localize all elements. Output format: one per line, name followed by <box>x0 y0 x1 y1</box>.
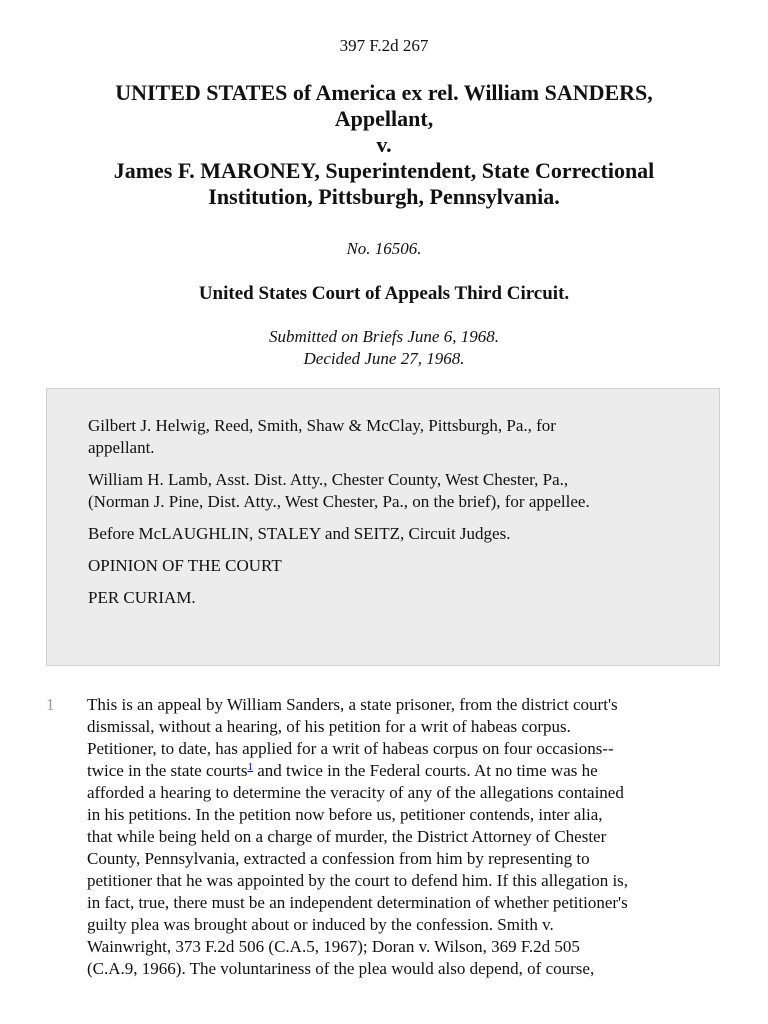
paragraph-line: petitioner that he was appointed by the court to defend him. If this allegation is, <box>87 871 629 890</box>
footnote-link[interactable]: 1 <box>247 761 254 773</box>
paragraph-line: in his petitions. In the petition now before us, petitioner contends, inter alia, <box>87 805 603 824</box>
appellant-counsel-line-2: appellant. <box>88 438 155 457</box>
per-curiam: PER CURIAM. <box>88 588 196 607</box>
paragraph-text <box>87 694 726 980</box>
submitted-date: Submitted on Briefs June 6, 1968. <box>269 327 499 346</box>
caption-line-2: Appellant, <box>334 106 434 131</box>
case-caption <box>0 80 768 210</box>
paragraph-line: in fact, true, there must be an independent determination of whether petitioner's <box>87 893 628 912</box>
paragraph-line: Wainwright, 373 F.2d 506 (C.A.5, 1967); Doran v. Wilson, 369 F.2d 505 <box>87 937 580 956</box>
paragraph-line: that while being held on a charge of murder, the District Attorney of Chester <box>87 827 607 846</box>
paragraph-line: guilty plea was brought about or induced by the confession. Smith v. <box>87 915 554 934</box>
paragraph-line: County, Pennsylvania, extracted a confession from him by representing to <box>87 849 590 868</box>
caption-line-4: James F. MARONEY, Superintendent, State Correctional <box>113 158 655 183</box>
appellee-counsel-line-1: William H. Lamb, Asst. Dist. Atty., Chester County, West Chester, Pa., <box>88 470 569 489</box>
appellant-counsel <box>88 415 679 459</box>
appellant-counsel-line-1: Gilbert J. Helwig, Reed, Smith, Shaw & McClay, Pittsburgh, Pa., for <box>88 416 556 435</box>
caption-line-5: Institution, Pittsburgh, Pennsylvania. <box>208 184 560 209</box>
appellee-counsel-line-2: (Norman J. Pine, Dist. Atty., West Chester, Pa., on the brief), for appellee. <box>88 492 590 511</box>
opinion-paragraph-1 <box>46 694 726 980</box>
caption-line-3: v. <box>376 132 392 157</box>
case-dates <box>0 326 768 370</box>
caption-line-1: UNITED STATES of America ex rel. William SANDERS, <box>115 80 653 105</box>
paragraph-line: twice in the state courts <box>87 761 248 780</box>
case-citation: 397 F.2d 267 <box>339 36 429 55</box>
appellee-counsel <box>88 469 679 513</box>
paragraph-line: afforded a hearing to determine the veracity of any of the allegations contained <box>87 783 624 802</box>
paragraph-line: dismissal, without a hearing, of his petition for a writ of habeas corpus. <box>87 717 571 736</box>
decided-date: Decided June 27, 1968. <box>303 349 465 368</box>
panel-judges: Before McLAUGHLIN, STALEY and SEITZ, Circuit Judges. <box>88 524 511 543</box>
paragraph-line: This is an appeal by William Sanders, a state prisoner, from the district court's <box>87 695 618 714</box>
docket-number: No. 16506. <box>346 239 422 258</box>
paragraph-line: (C.A.9, 1966). The voluntariness of the plea would also depend, of course, <box>87 959 595 978</box>
court-name: United States Court of Appeals Third Circuit. <box>198 283 570 304</box>
counsel-box <box>46 388 720 666</box>
opinion-heading: OPINION OF THE COURT <box>88 556 282 575</box>
paragraph-number: 1 <box>46 695 55 714</box>
paragraph-line: Petitioner, to date, has applied for a writ of habeas corpus on four occasions-- <box>87 739 614 758</box>
paragraph-line: and twice in the Federal courts. At no time was he <box>253 761 598 780</box>
